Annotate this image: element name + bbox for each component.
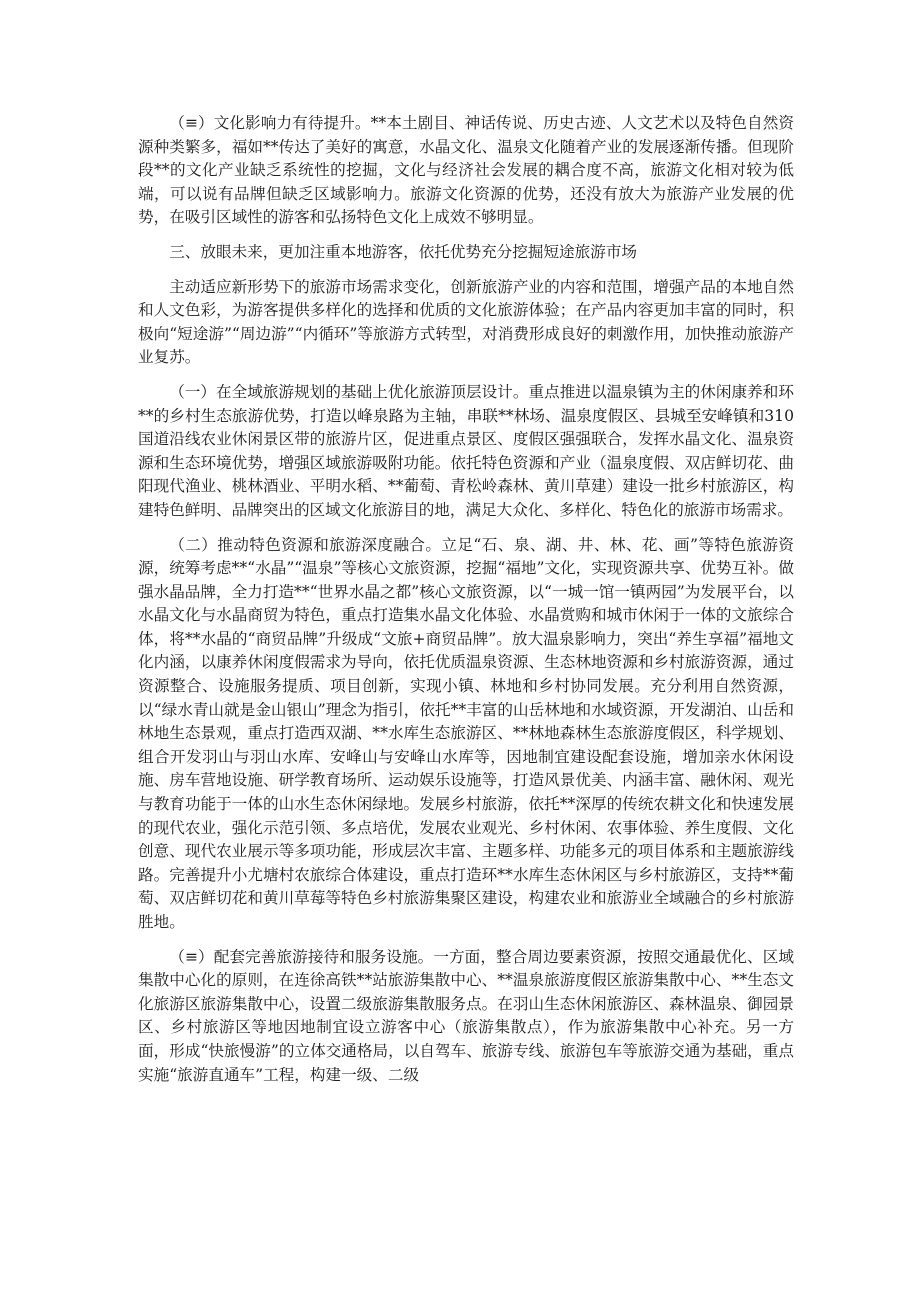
paragraph-service-facilities: （≡）配套完善旅游接待和服务设施。一方面，整合周边要素资源，按照交通最优化、区域集散中心化的原则，在连徐高铁**站旅游集散中心、**温泉旅游度假区旅游集散中心、**生态文化旅游区旅游集散中心，设置二级旅游集散服务点。在羽山生态休闲旅游区、森林温泉、御园景区、乡村旅游区等地因地制宜设立游客中心（旅游集散点），作为旅游集散中心补充。另一方面，形成“快旅慢游”的立体交通格局，以自驾车、旅游专线、旅游包车等旅游交通为基础，重点实施“旅游直通车”工程，构建一级、二级 xyxy=(138,947,794,1084)
paragraph-market-adaptation: 主动适应新形势下的旅游市场需求变化，创新旅游产业的内容和范围，增强产品的本地自然和人文色彩，为游客提供多样化的选择和优质的文化旅游体验；在产品内容更加丰富的同时，积极向“短途游”“周边游”“内循环”等旅游方式转型，对消费形成良好的刺激作用，加快推动旅游产业复苏。 xyxy=(138,277,794,367)
paragraph-cultural-influence: （≡）文化影响力有待提升。**本土剧目、神话传说、历史古迹、人文艺术以及特色自然资源种类繁多，福如**传达了美好的寓意，水晶文化、温泉文化随着产业的发展逐渐传播。但现阶段**的文化产业缺乏系统性的挖掘，文化与经济社会发展的耦合度不高，旅游文化相对较为低端，可以说有品牌但缺乏区域影响力。旅游文化资源的优势，还没有放大为旅游产业发展的优势，在吸引区域性的游客和弘扬特色文化上成效不够明显。 xyxy=(138,114,794,227)
document-body xyxy=(138,112,794,1098)
paragraph-top-level-design: （一）在全域旅游规划的基础上优化旅游顶层设计。重点推进以温泉镇为主的休闲康养和环**的乡村生态旅游优势，打造以峰泉路为主轴，串联**林场、温泉度假区、县城至安峰镇和310国道沿线农业休闲景区带的旅游片区，促进重点景区、度假区强强联合，发挥水晶文化、温泉资源和生态环境优势，增强区域旅游吸附功能。依托特色资源和产业（温泉度假、双店鲜切花、曲阳现代渔业、桃林酒业、平明水稻、**葡萄、青松岭森林、黄川草建）建设一批乡村旅游区，构建特色鲜明、品牌突出的区域文化旅游目的地，满足大众化、多样化、特色化的旅游市场需求。 xyxy=(138,382,794,519)
section-heading-three: 三、放眼未来，更加注重本地游客，依托优势充分挖掘短途旅游市场 xyxy=(169,242,638,261)
paragraph-resource-integration: （二）推动特色资源和旅游深度融合。立足“石、泉、湖、井、林、花、画”等特色旅游资源，统筹考虑**“水晶”“温泉”等核心文旅资源，挖掘“福地”文化，实现资源共享、优势互补。做强水晶品牌，全力打造**“世界水晶之都”核心文旅资源，以“一城一馆一镇两园”为发展平台，以水晶文化与水晶商贸为特色，重点打造集水晶文化体验、水晶赏购和城市休闲于一体的文旅综合体，将**水晶的“商贸品牌”升级成“文旅+商贸品牌”。放大温泉影响力，突出“养生享福”福地文化内涵，以康养休闲度假需求为导向，依托优质温泉资源、生态林地资源和乡村旅游资源，通过资源整合、设施服务提质、项目创新，实现小镇、林地和乡村协同发展。充分利用自然资源，以“绿水青山就是金山银山”理念为指引，依托**丰富的山岳林地和水域资源，开发湖泊、山岳和林地生态景观，重点打造西双湖、**水库生态旅游区、**林地森林生态旅游度假区，科学规划、组合开发羽山与羽山水库、安峰山与安峰山水库等，因地制宜建设配套设施，增加亲水休闲设施、房车营地设施、研学教育场所、运动娱乐设施等，打造风景优美、内涵丰富、融休闲、观光与教育功能于一体的山水生态休闲绿地。发展乡村旅游，依托**深厚的传统农耕文化和快速发展的现代农业，强化示范引领、多点培优，发展农业观光、乡村休闲、农事体验、养生度假、文化创意、现代农业展示等多项功能，形成层次丰富、主题多样、功能多元的项目体系和主题旅游线路。完善提升小尤塘村农旅综合体建设，重点打造环**水库生态休闲区与乡村旅游区，支持**葡萄、双店鲜切花和黄川草莓等特色乡村旅游集聚区建设，构建农业和旅游业全域融合的乡村旅游胜地。 xyxy=(138,535,794,931)
